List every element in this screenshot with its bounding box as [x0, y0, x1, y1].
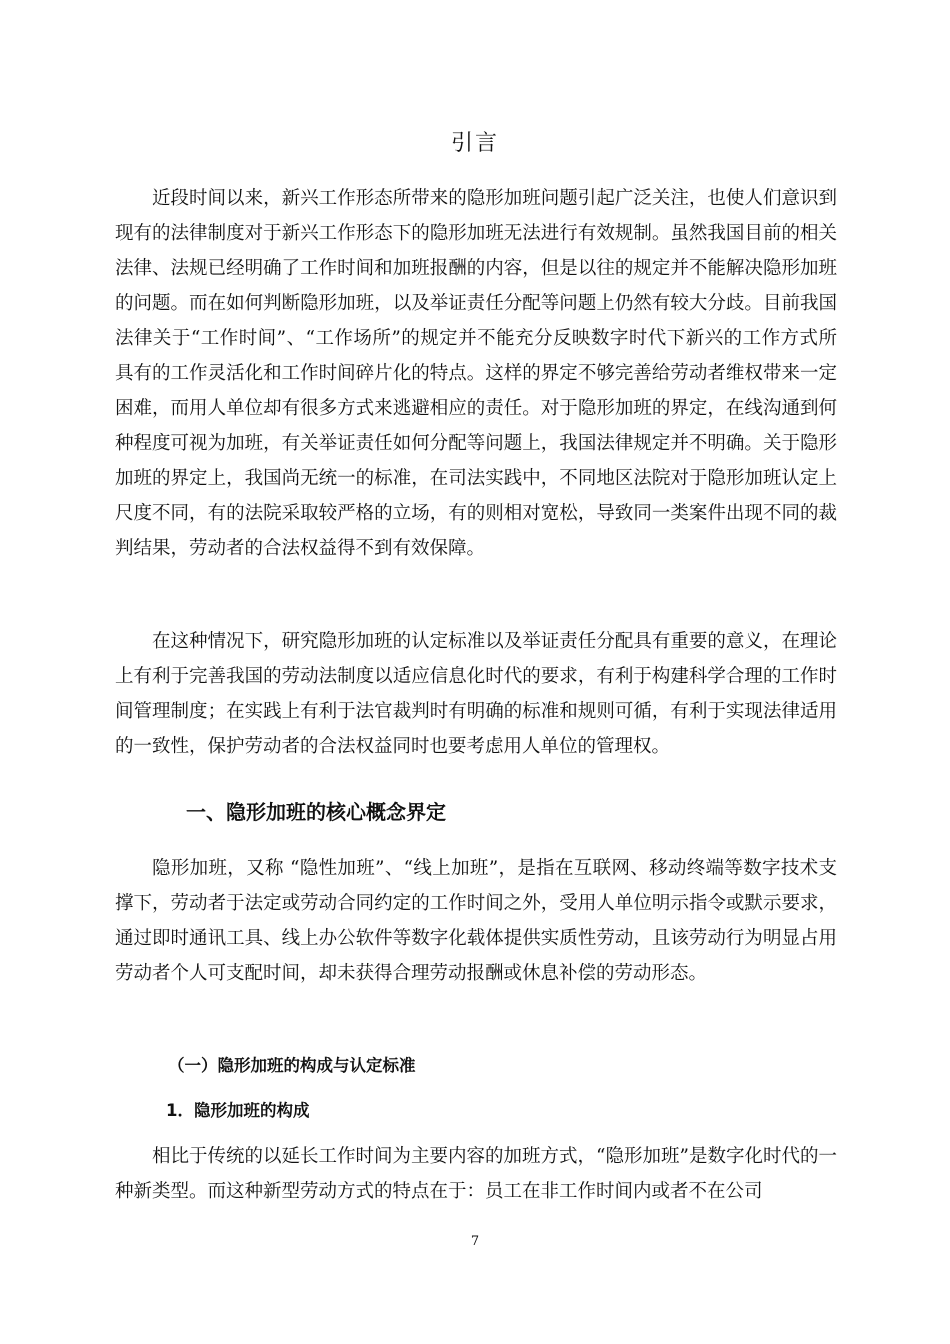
section-heading: 一、隐形加班的核心概念界定: [186, 800, 446, 824]
page-number: 7: [470, 1234, 480, 1249]
intro-paragraph-1: 近段时间以来，新兴工作形态所带来的隐形加班问题引起广泛关注，也使人们意识到现有的法律制度对于新兴工作形态下的隐形加班无法进行有效规制。虽然我国目前的相关法律、法规已经明确了工作时间和加班报酬的内容，但是以往的规定并不能解决隐形加班的问题。而在如何判断隐形加班，以及举证责任分配等问题上仍然有较大分歧。目前我国法律关于“工作时间”、“工作场所”的规定并不能充分反映数字时代下新兴的工作方式所具有的工作灵活化和工作时间碎片化的特点。这样的界定不够完善给劳动者维权带来一定困难，而用人单位却有很多方式来逃避相应的责任。对于隐形加班的界定，在线沟通到何种程度可视为加班，有关举证责任如何分配等问题上，我国法律规定并不明确。关于隐形加班的界定上，我国尚无统一的标准，在司法实践中，不同地区法院对于隐形加班认定上尺度不同，有的法院采取较严格的立场，有的则相对宽松，导致同一类案件出现不同的裁判结果，劳动者的合法权益得不到有效保障。: [115, 188, 837, 559]
section-paragraph: 隐形加班，又称 “隐性加班”、“线上加班”，是指在互联网、移动终端等数字技术支撑下，劳动者于法定或劳动合同约定的工作时间之外，受用人单位明示指令或默示要求，通过即时通讯工具、线上办公软件等数字化载体提供实质性劳动，且该劳动行为明显占用劳动者个人可支配时间，却未获得合理劳动报酬或休息补偿的劳动形态。: [115, 858, 837, 984]
intro-paragraph-2: 在这种情况下，研究隐形加班的认定标准以及举证责任分配具有重要的意义，在理论上有利于完善我国的劳动法制度以适应信息化时代的要求，有利于构建科学合理的工作时间管理制度；在实践上有利于法官裁判时有明确的标准和规则可循，有利于实现法律适用的一致性，保护劳动者的合法权益同时也要考虑用人单位的管理权。: [115, 631, 837, 757]
page-title: 引言: [450, 131, 499, 156]
subsubsection-heading: 1．隐形加班的构成: [166, 1101, 310, 1120]
subsubsection-paragraph: 相比于传统的以延长工作时间为主要内容的加班方式，“隐形加班”是数字化时代的一种新类型。而这种新型劳动方式的特点在于：员工在非工作时间内或者不在公司: [115, 1146, 837, 1202]
subsection-heading: （一）隐形加班的构成与认定标准: [168, 1056, 416, 1075]
